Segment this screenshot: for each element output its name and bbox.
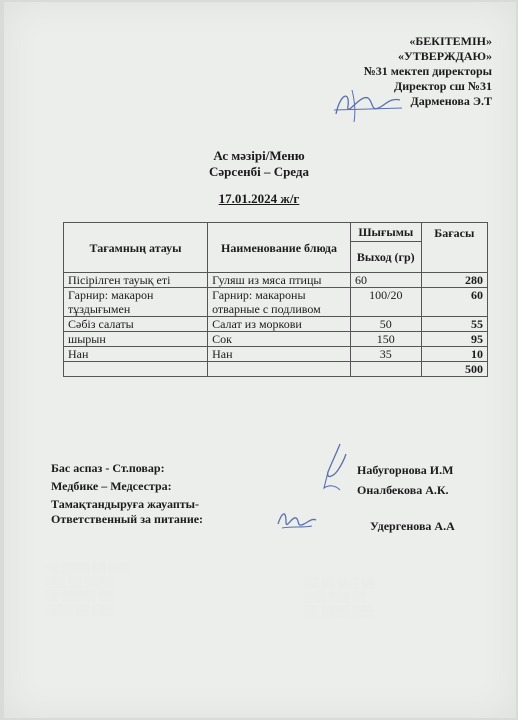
- dish-name-kz: шырын: [64, 332, 208, 347]
- dish-name-ru: Гарнир: макароны отварные с подливом: [208, 288, 351, 317]
- menu-day: Сәрсенбі – Среда: [209, 164, 309, 179]
- dish-price: 10: [421, 347, 487, 362]
- menu-date: 17.01.2024 ж/г: [218, 191, 300, 206]
- menu-table: [63, 222, 488, 377]
- approval-line-kz: «БЕКІТЕМІН»: [409, 34, 492, 48]
- dish-output: 60: [350, 273, 421, 288]
- dish-name-ru: Сок: [208, 332, 351, 347]
- dish-price: 280: [421, 273, 487, 288]
- table-header-row: [64, 223, 488, 242]
- header-output-kz: Шығымы: [350, 223, 421, 242]
- nurse-name: Оналбекова А.К.: [357, 483, 449, 497]
- director-title-ru: Директор сш №31: [393, 79, 492, 93]
- dish-name-kz: Сәбіз салаты: [64, 317, 208, 332]
- table-row: [64, 347, 488, 362]
- responsible-role-ru: Ответственный за питание:: [51, 512, 204, 526]
- dish-output: 150: [350, 332, 421, 347]
- approval-block: [364, 34, 492, 109]
- show-through-text: ░░ ░░░░ ░░ ░░░ ░░░ ░░ ░░░░ ░░ ░░░░░ ░░ ░░░░ ░░ ░░░: [44, 563, 130, 616]
- empty-cell: [208, 362, 351, 377]
- dish-name-kz: Пісірілген тауық еті: [64, 273, 208, 288]
- cook-name: Набугорнова И.М: [357, 463, 454, 477]
- header-name-kz: Тағамның атауы: [64, 223, 208, 273]
- table-row: [64, 317, 488, 332]
- dish-name-kz: Нан: [64, 347, 208, 362]
- table-row: [64, 332, 488, 347]
- menu-title: Ас мәзірі/Меню: [213, 148, 305, 163]
- nurse-role: Медбике – Медсестра:: [51, 479, 172, 493]
- dish-name-ru: Нан: [208, 347, 351, 362]
- dish-output: 35: [350, 347, 421, 362]
- table-total-row: [64, 362, 488, 377]
- director-name: Дарменова Э.Т: [410, 94, 492, 108]
- approval-line-ru: «УТВЕРЖДАЮ»: [397, 49, 492, 63]
- dish-price: 55: [421, 317, 487, 332]
- dish-output: 50: [350, 317, 421, 332]
- dish-output: 100/20: [350, 288, 421, 317]
- table-row: [64, 273, 488, 288]
- dish-name-ru: Гуляш из мяса птицы: [208, 273, 351, 288]
- director-title-kz: №31 мектеп директоры: [363, 64, 492, 78]
- dish-name-kz: Гарнир: макарон тұздығымен: [64, 288, 208, 317]
- empty-cell: [64, 362, 208, 377]
- table-row: [64, 288, 488, 317]
- show-through-text: ░░ ░░ ░░░ ░░ ░░░ ░░░ ░░ ░░ ░░░░ ░░░: [304, 578, 376, 617]
- staff-roles: [51, 461, 203, 527]
- dish-price: 95: [421, 332, 487, 347]
- empty-cell: [350, 362, 421, 377]
- dish-name-ru: Салат из моркови: [208, 317, 351, 332]
- header-output-ru: Выход (гр): [350, 242, 421, 273]
- total-price: 500: [421, 362, 487, 377]
- header-name-ru: Наименование блюда: [208, 223, 351, 273]
- responsible-role-kz: Тамақтандыруға жауапты-: [51, 497, 200, 511]
- cook-role: Бас аспаз - Ст.повар:: [51, 461, 165, 475]
- responsible-name: Удергенова А.А: [370, 519, 455, 533]
- header-price: Бағасы: [421, 223, 487, 273]
- dish-price: 60: [421, 288, 487, 317]
